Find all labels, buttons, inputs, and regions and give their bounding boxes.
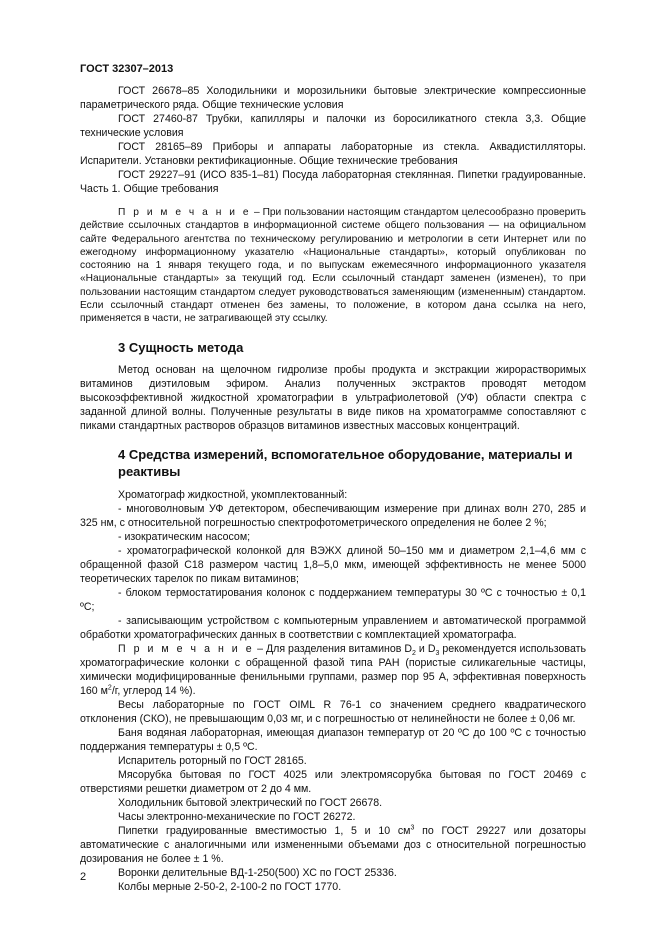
equipment-water-bath: Баня водяная лабораторная, имеющая диапазон температур от 20 ºС до 100 ºС с точностью поддержания температуры ± 0,5 ºС. (80, 726, 586, 753)
reference-gost-26678: ГОСТ 26678–85 Холодильники и морозильники бытовые электрические компрессионные параметрического ряда. Общие технические условия (80, 85, 586, 111)
list-item-thermostat: - блоком термостатирования колонок с поддержанием температуры 30 ºС с точностью ± 0,1 ºС; (80, 586, 586, 613)
note-label: П р и м е ч а н и е (118, 642, 255, 655)
document-body (80, 84, 586, 894)
list-item-detector: - многоволновым УФ детектором, обеспечивающим измерение при длинах волн 270, 285 и 325 нм, с относительной погрешностью спектрофотометрического определения не более 2 %; (80, 502, 586, 529)
equipment-clock: Часы электронно-механические по ГОСТ 26272. (118, 810, 356, 823)
equipment-funnels: Воронки делительные ВД-1-250(500) ХС по ГОСТ 25336. (118, 866, 397, 879)
list-item-recorder: - записывающим устройством с компьютерным управлением и автоматической программой обработки хроматографических данных в соответствии с комплектацией хроматографа. (80, 614, 586, 641)
equipment-evaporator: Испаритель роторный по ГОСТ 28165. (118, 754, 307, 767)
note-references (80, 206, 586, 326)
equipment-fridge: Холодильник бытовой электрический по ГОСТ 26678. (118, 796, 383, 809)
document-code-header: ГОСТ 32307–2013 (80, 63, 174, 75)
reference-gost-27460: ГОСТ 27460-87 Трубки, капилляры и палочки из боросиликатного стекла 3,3. Общие технические условия (80, 113, 586, 139)
page-number: 2 (80, 871, 87, 883)
equipment-mincer: Мясорубка бытовая по ГОСТ 4025 или электромясорубка бытовая по ГОСТ 20469 с отверстиями решетки диаметром от 2 до 4 мм. (80, 768, 586, 795)
equipment-flasks: Колбы мерные 2-50-2, 2-100-2 по ГОСТ 1770. (118, 880, 342, 893)
list-item-column: - хроматографической колонкой для ВЭЖХ длиной 50–150 мм и диаметром 2,1–4,6 мм с обращенной фазой С18 размером частиц 1,8–5,0 мкм, имеющей эффективность не менее 5000 теоретических тарелок по пикам витаминов; (80, 544, 586, 585)
chromatograph-intro: Хроматограф жидкостной, укомплектованный: (118, 488, 348, 501)
reference-gost-28165: ГОСТ 28165–89 Приборы и аппараты лабораторные из стекла. Аквадистилляторы. Испарители. Установки ректификационные. Общие технические требования (80, 141, 586, 167)
section-3-title: 3 Сущность метода (118, 339, 244, 355)
note-label: П р и м е ч а н и е (118, 207, 252, 218)
reference-gost-29227: ГОСТ 29227–91 (ИСО 835-1–81) Посуда лабораторная стеклянная. Пипетки градуированные. Часть 1. Общие требования (80, 169, 586, 195)
section-4-title: 4 Средства измерений, вспомогательное оборудование, материалы и реактивы (118, 446, 573, 479)
section-3-text: Метод основан на щелочном гидролизе пробы продукта и экстракции жирорастворимых витаминов диэтиловым эфиром. Анализ полученных экстрактов проводят методом высокоэффективной жидкостной хроматографии в ультрафиолетовой (УФ) области спектра с заданной длиной волны. Полученные результаты в виде пиков на хроматограмме сопоставляют с пиками стандартных растворов образцов витаминов известных массовых концентраций. (80, 363, 586, 432)
note-columns: П р и м е ч а н и е – Для разделения витаминов $D_2$ и $D_3$ рекомендуется использовать хроматографические колонки с обращенной фазой типа РАН (пористые силикагельные частицы, химически модифицированные фенильными группами, размер пор 95 А, эффективная поверхность 160 $м^2/г$, углерод 14 %). (80, 642, 586, 697)
equipment-scales: Весы лабораторные по ГОСТ OIML R 76-1 со значением среднего квадратического отклонения (СКО), не превышающим 0,03 мг, и с погрешностью от нелинейности не более ± 0,06 мг. (80, 698, 586, 725)
equipment-pipettes: Пипетки градуированные вместимостью 1, 5 и 10 $см^3$ по ГОСТ 29227 или дозаторы автоматические с аналогичными или измененными объемами доз с относительной погрешностью дозирования не более ± 1 %. (80, 824, 586, 865)
note-text: – При пользовании настоящим стандартом целесообразно проверить действие ссылочных стандартов в информационной системе общего пользования — на официальном сайте Федерального агентства по техническому регулированию и метрологии в сети Интернет или по ежегодному информационному указателю «Национальные стандарты», который опубликован по состоянию на 1 января текущего года, и по выпускам ежемесячного информационного указателя «Национальные стандарты» за текущий год. Если ссылочный стандарт заменен (изменен), то при пользовании настоящим стандартом следует руководствоваться заменяющим (измененным) стандартом. Если ссылочный стандарт отменен без замены, то положение, в котором дана ссылка на него, применяется в части, не затрагивающей эту ссылку. (80, 207, 586, 325)
list-item-pump: - изократическим насосом; (118, 530, 251, 543)
